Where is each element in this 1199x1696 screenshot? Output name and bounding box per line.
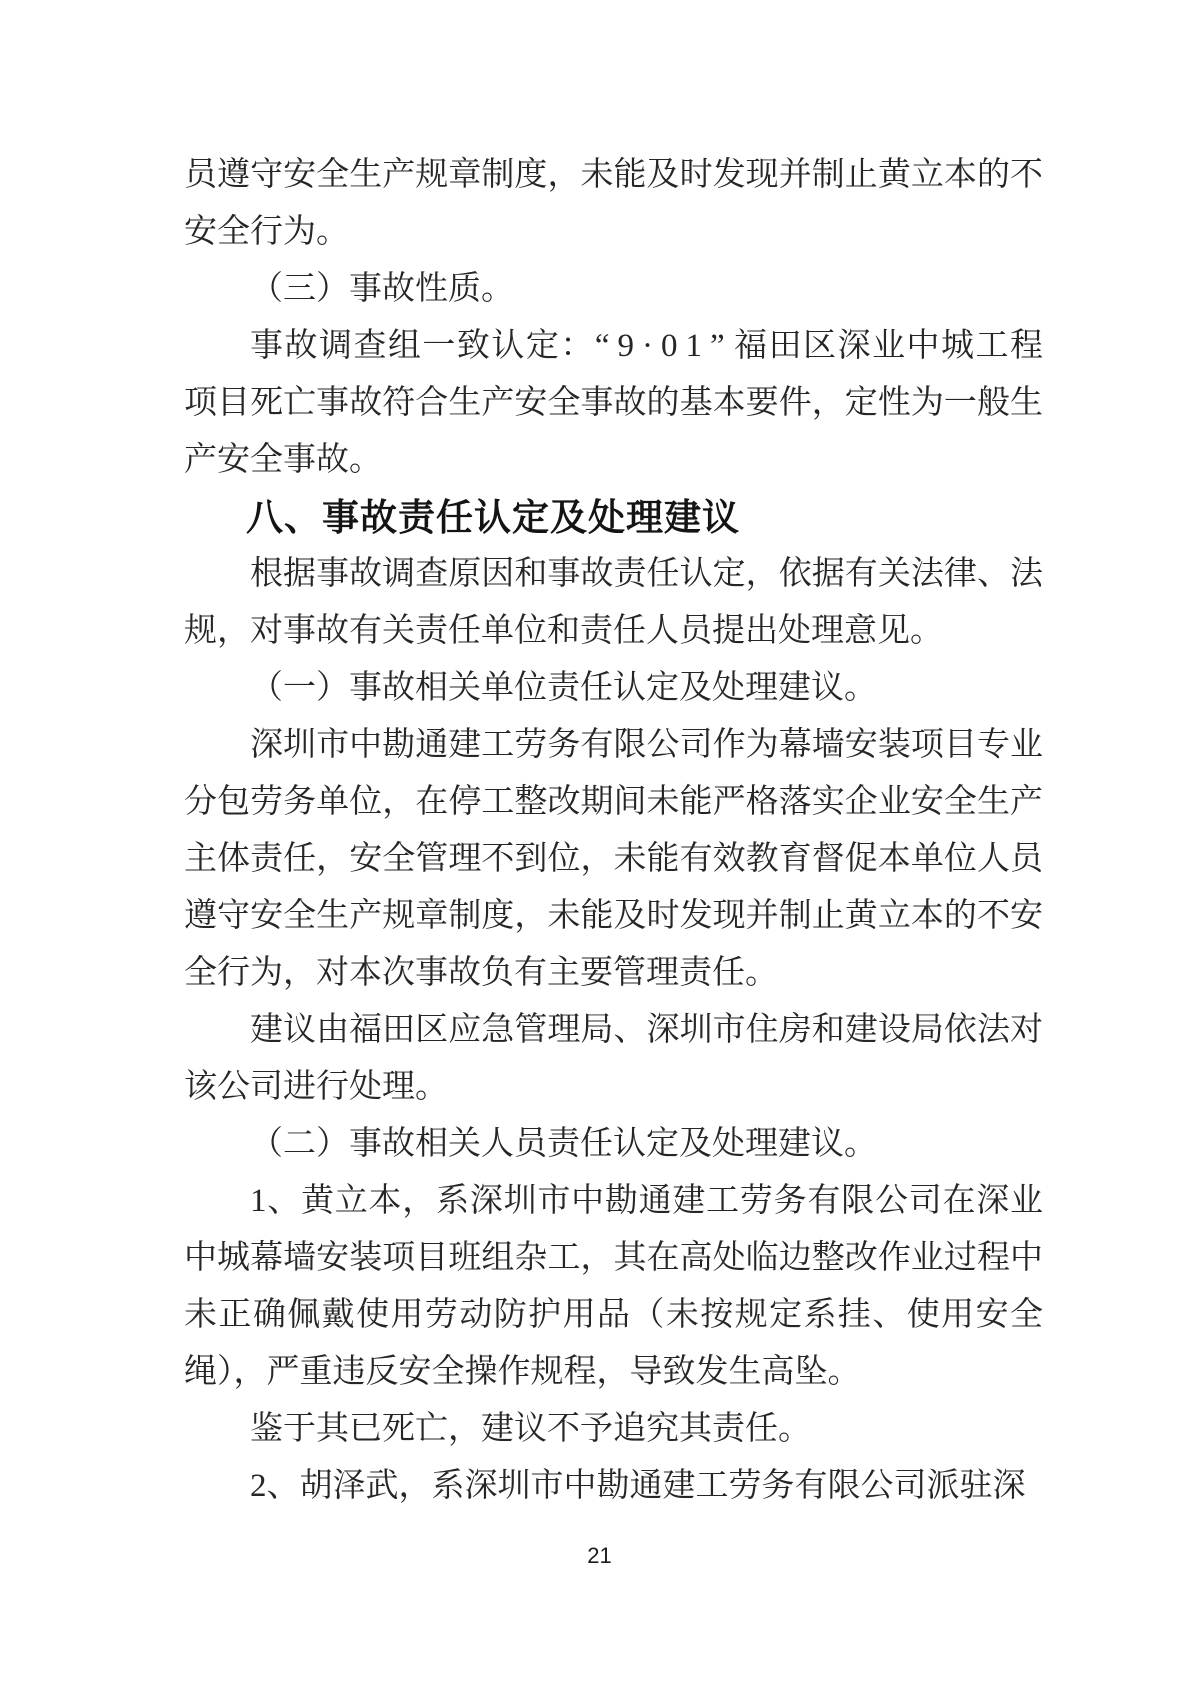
accident-code: “9·01” <box>594 328 733 364</box>
paragraph: （三）事故性质。 <box>250 271 514 307</box>
section-heading: 八、事故责任认定及处理建议 <box>246 497 740 538</box>
page-number: 21 <box>587 1543 612 1568</box>
paragraph <box>184 318 1043 489</box>
paragraph: 建议由福田区应急管理局、深圳市住房和建设局依法对该公司进行处理。 <box>184 1012 1043 1105</box>
paragraph: （二）事故相关人员责任认定及处理建议。 <box>250 1126 877 1162</box>
paragraph: 深圳市中勘通建工劳务有限公司作为幕墙安装项目专业分包劳务单位，在停工整改期间未能严格落实企业安全生产主体责任，安全管理不到位，未能有效教育督促本单位人员遵守安全生产规章制度，未能及时发现并制止黄立本的不安全行为，对本次事故负有主要管理责任。 <box>184 727 1043 991</box>
paragraph: 根据事故调查原因和事故责任认定，依据有关法律、法规，对事故有关责任单位和责任人员提出处理意见。 <box>184 556 1043 649</box>
paragraph: （一）事故相关单位责任认定及处理建议。 <box>250 670 877 706</box>
page-footer <box>0 1543 1199 1569</box>
document-body <box>184 147 1043 1515</box>
paragraph: 鉴于其已死亡，建议不予追究其责任。 <box>250 1411 811 1447</box>
paragraph: 员遵守安全生产规章制度，未能及时发现并制止黄立本的不安全行为。 <box>184 157 1043 250</box>
paragraph-text: 福田区深业中城工程项目死亡事故符合生产安全事故的基本要件，定性为一般生产安全事故。 <box>184 328 1043 478</box>
paragraph: 1、黄立本，系深圳市中勘通建工劳务有限公司在深业中城幕墙安装项目班组杂工，其在高处临边整改作业过程中未正确佩戴使用劳动防护用品（未按规定系挂、使用安全绳），严重违反安全操作规程，导致发生高坠。 <box>184 1183 1043 1390</box>
paragraph: 2、胡泽武，系深圳市中勘通建工劳务有限公司派驻深 <box>250 1468 1026 1504</box>
paragraph-text: 事故调查组一致认定： <box>250 328 595 364</box>
